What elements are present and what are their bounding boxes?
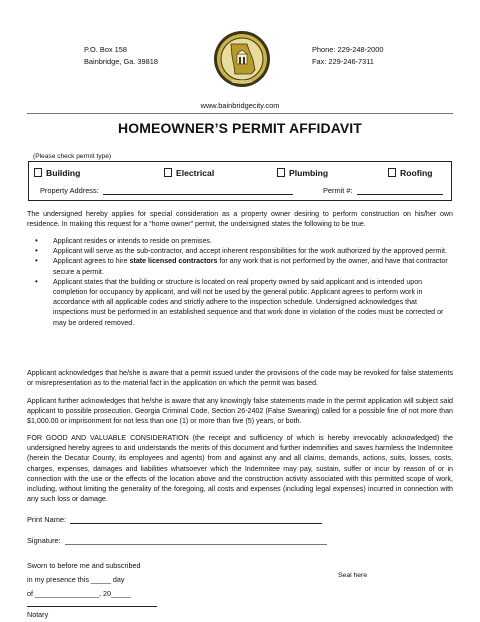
checkbox-building[interactable] (34, 168, 42, 177)
print-name-label: Print Name: (27, 515, 67, 524)
notary-signature-line[interactable] (27, 606, 157, 607)
address-line-1: P.O. Box 158 (84, 45, 128, 54)
false-swearing-paragraph: Applicant further acknowledges that he/she is aware that any knowingly false statements made in the permit application will subject said applicant to possible prosecution. Georgia Criminal Code, Section 26-2402 (False Swearing) called for a possible fine of not more than $1,000.00 or imprisonment for not less than one (1) or more than five (5) years, or both. (27, 397, 453, 426)
notary-sworn: Sworn to before me and subscribed (27, 561, 141, 570)
phone-number: Phone: 229-248-2000 (312, 45, 384, 54)
notary-date: of ________________, 20_____ (27, 589, 131, 598)
permit-type-note: (Please check permit type) (33, 153, 112, 160)
signature-field[interactable] (65, 536, 327, 545)
list-item: • Applicant agrees to hire state licensed contractors for any work that is not performed by the owner, and have that contractor secure a permit. (27, 256, 453, 276)
seal-placeholder: Seal here (338, 572, 368, 579)
city-seal (213, 30, 271, 88)
permit-number-label: Permit #: (323, 186, 353, 195)
fax-number: Fax: 229-246-7311 (312, 57, 374, 66)
permit-option-label: Building (46, 168, 81, 178)
property-address-field[interactable] (103, 186, 293, 195)
list-item: • Applicant states that the building or structure is located on real property owned by said applicant and is intended upon completion for occupancy by applicant, and will not be used by the general public. Applicant agrees to perform work in accordance with all applicable codes and strictly adhere to the inspection schedule. Undersigned acknowledges that inspections must be performed in an established sequence and that work done in violation of the codes must be corrected or may be ordered removed. (27, 277, 453, 328)
checkbox-electrical[interactable] (164, 168, 172, 177)
seal-text: GEORGIA (231, 79, 253, 84)
print-name-row (27, 515, 322, 524)
header-divider (27, 113, 453, 114)
indemnification-paragraph: FOR GOOD AND VALUABLE CONSIDERATION (the receipt and sufficiency of which is hereby irrevocably acknowledged) the undersigned hereby agrees to and understands the merits of this document and further indemnifies and saves harmless the Indemnitee (herein the Decatur County, its employees and agents) from and against any and all claims, demands, actions, suits, losses, costs, charges, expenses, damages and liabilities whatsoever which the Indemnitee may pay, sustain, suffer or incur by reason of or in connection with the use or the effects of the location above and the construction activity associated with this permitted scope of work, including, without limiting the generality of the foregoing, all costs and expenses (including legal expenses) incurred in connection with any such loss or damage. (27, 434, 453, 504)
intro-paragraph: The undersigned hereby applies for special consideration as a property owner desiring to perform construction on his/her own residence. In making this request for a “home owner” permit, the undersigned states the following to be true. (27, 210, 453, 229)
print-name-field[interactable] (70, 515, 322, 524)
revocation-paragraph: Applicant acknowledges that he/she is aware that a permit issued under the provisions of the code may be revoked for false statements or misrepresentation as to the material fact in the application on which the permit was based. (27, 369, 453, 388)
permit-number-row (323, 186, 443, 195)
page-title: HOMEOWNER’S PERMIT AFFIDAVIT (118, 120, 362, 136)
property-address-label: Property Address: (40, 186, 99, 195)
list-item: • Applicant will serve as the sub-contractor, and accept inherent responsibilities for the work authorized by the approved permit. (27, 246, 453, 256)
permit-option-label: Plumbing (289, 168, 329, 178)
permit-option-roofing[interactable] (388, 168, 432, 178)
signature-row (27, 536, 327, 545)
permit-option-label: Roofing (400, 168, 433, 178)
permit-option-label: Electrical (176, 168, 215, 178)
permit-option-plumbing[interactable] (277, 168, 328, 178)
permit-option-electrical[interactable] (164, 168, 214, 178)
signature-label: Signature: (27, 536, 61, 545)
address-line-2: Bainbridge, Ga. 39818 (84, 57, 158, 66)
checkbox-plumbing[interactable] (277, 168, 285, 177)
website[interactable]: www.bainbridgecity.com (200, 101, 280, 110)
notary-label: Notary (27, 610, 49, 619)
permit-option-building[interactable] (34, 168, 80, 178)
permit-number-field[interactable] (357, 186, 443, 195)
property-address-row (40, 186, 293, 195)
permit-type-box (28, 161, 452, 201)
list-item: • Applicant resides or intends to reside on premises. (27, 236, 453, 246)
applicant-statements (27, 236, 453, 328)
checkbox-roofing[interactable] (388, 168, 396, 177)
notary-presence: in my presence this _____ day (27, 575, 125, 584)
